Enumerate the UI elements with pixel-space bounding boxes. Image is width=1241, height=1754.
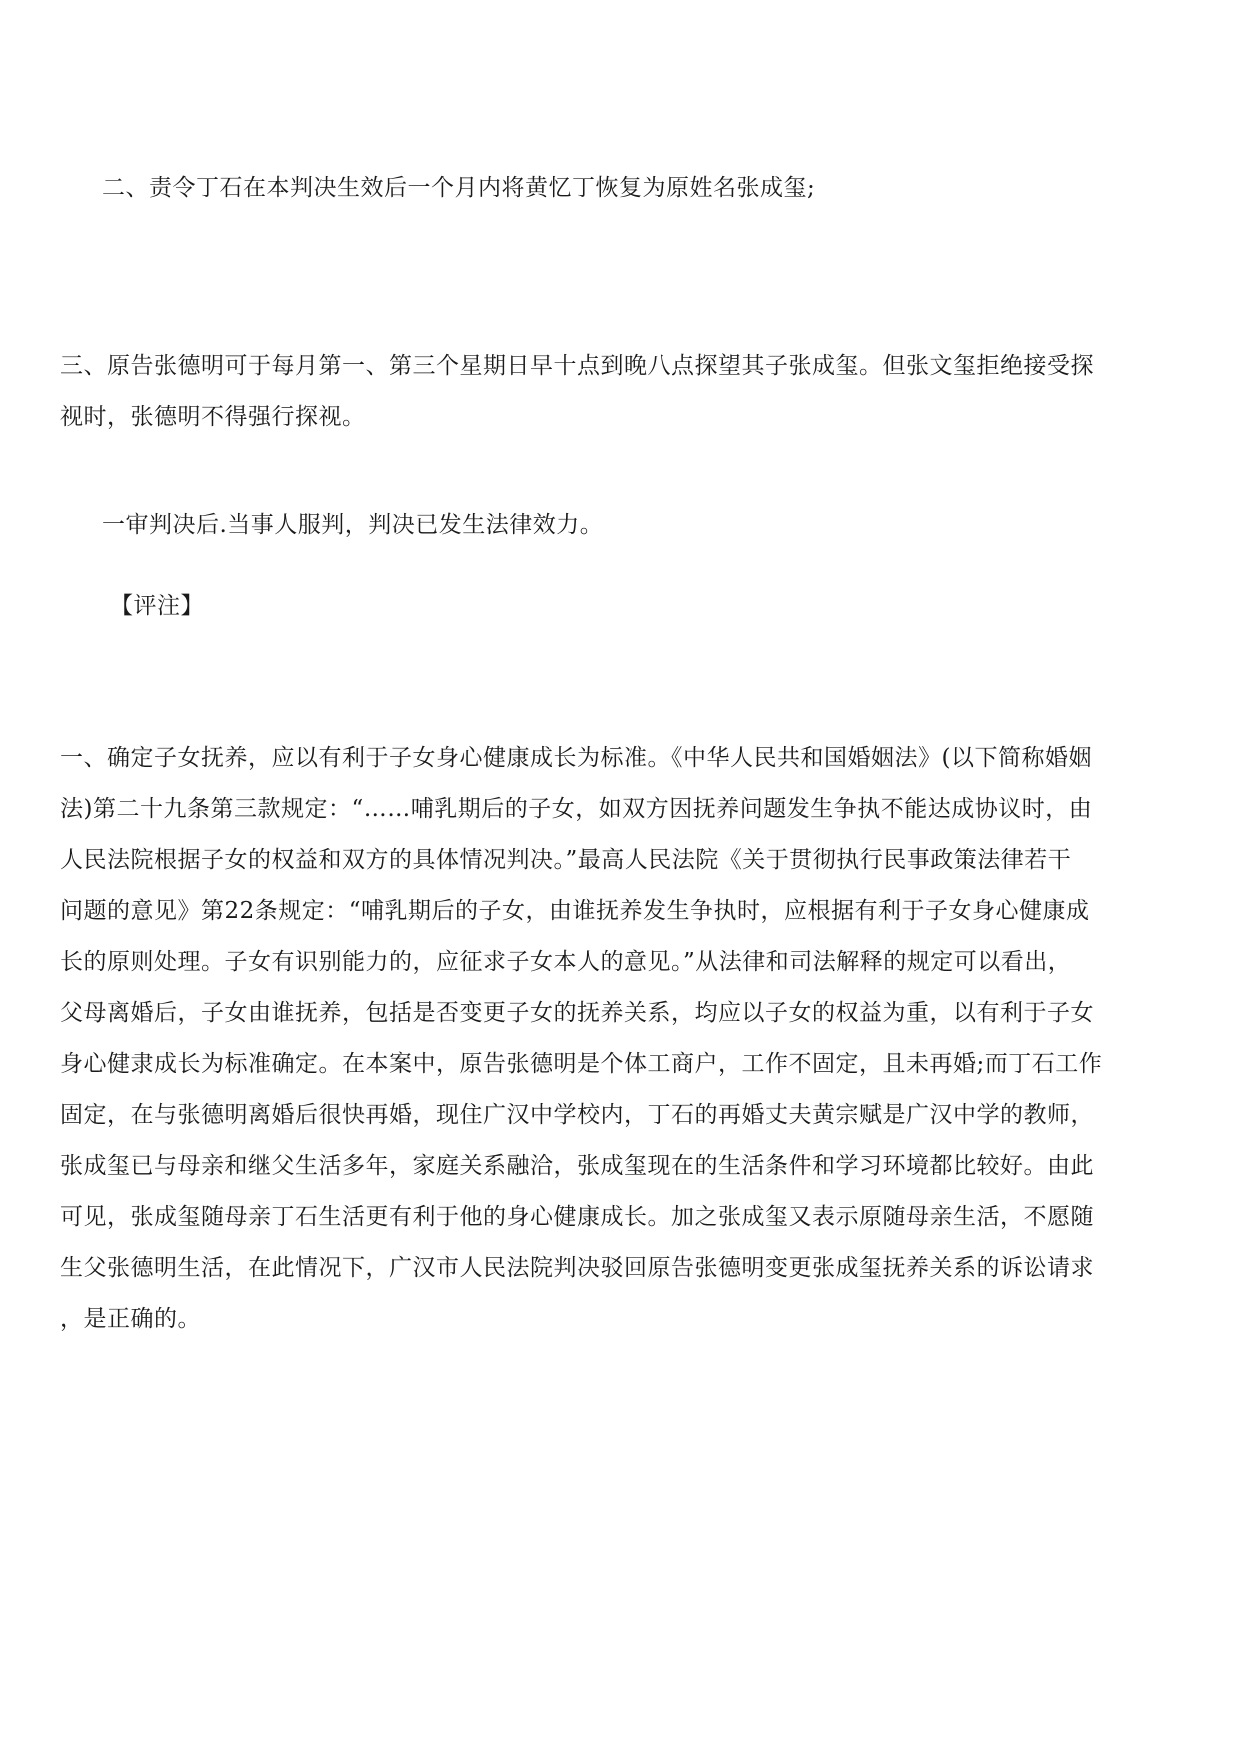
comment-line: 生父张德明生活，在此情况下，广汉市人民法院判决驳回原告张德明变更张成玺抚养关系的诉讼请求 (60, 1255, 1094, 1281)
comment-line: 问题的意见》第22条规定：“哺乳期后的子女，由谁抚养发生争执时，应根据有利于子女身心健康成 (60, 898, 1090, 924)
effect-statement-text: 一审判决后.当事人服判，判决已发生法律效力。 (102, 512, 604, 538)
judgment-item-2 (102, 163, 815, 214)
comment-line: 人民法院根据子女的权益和双方的具体情况判决。”最高人民法院《关于贯彻执行民事政策法律若干 (60, 847, 1072, 873)
comment-line: 一、确定子女抚养，应以有利于子女身心健康成长为标准。《中华人民共和国婚姻法》(以下简称婚姻 (60, 745, 1092, 771)
judgment-item-2-text: 二、责令丁石在本判决生效后一个月内将黄忆丁恢复为原姓名张成玺; (102, 175, 816, 201)
comment-line: 长的原则处理。子女有识别能力的，应征求子女本人的意见。”从法律和司法解释的规定可以看出， (60, 949, 1072, 975)
judgment-item-3-line: 视时，张德明不得强行探视。 (60, 404, 366, 430)
comment-heading (110, 581, 204, 632)
comment-heading-text: 【评注】 (110, 593, 204, 619)
judgment-item-3 (60, 341, 1094, 443)
comment-line: 张成玺已与母亲和继父生活多年，家庭关系融洽，张成玺现在的生活条件和学习环境都比较好。由此 (60, 1153, 1094, 1179)
comment-paragraph-1 (60, 733, 1102, 1345)
judgment-item-3-line: 三、原告张德明可于每月第一、第三个星期日早十点到晚八点探望其子张成玺。但张文玺拒绝接受探 (60, 353, 1094, 379)
comment-line: 身心健隶成长为标准确定。在本案中，原告张德明是个体工商户，工作不固定，且未再婚;而丁石工作 (60, 1051, 1103, 1077)
comment-line: 法)第二十九条第三款规定：“……哺乳期后的子女，如双方因抚养问题发生争执不能达成协议时，由 (60, 796, 1093, 822)
effect-statement (102, 500, 603, 551)
comment-line: ，是正确的。 (60, 1306, 201, 1332)
comment-line: 可见，张成玺随母亲丁石生活更有利于他的身心健康成长。加之张成玺又表示原随母亲生活，不愿随 (60, 1204, 1094, 1230)
comment-line: 父母离婚后，子女由谁抚养，包括是否变更子女的抚养关系，均应以子女的权益为重，以有利于子女 (60, 1000, 1094, 1026)
comment-line: 固定，在与张德明离婚后很快再婚，现住广汉中学校内，丁石的再婚丈夫黄宗赋是广汉中学的教师， (60, 1102, 1094, 1128)
